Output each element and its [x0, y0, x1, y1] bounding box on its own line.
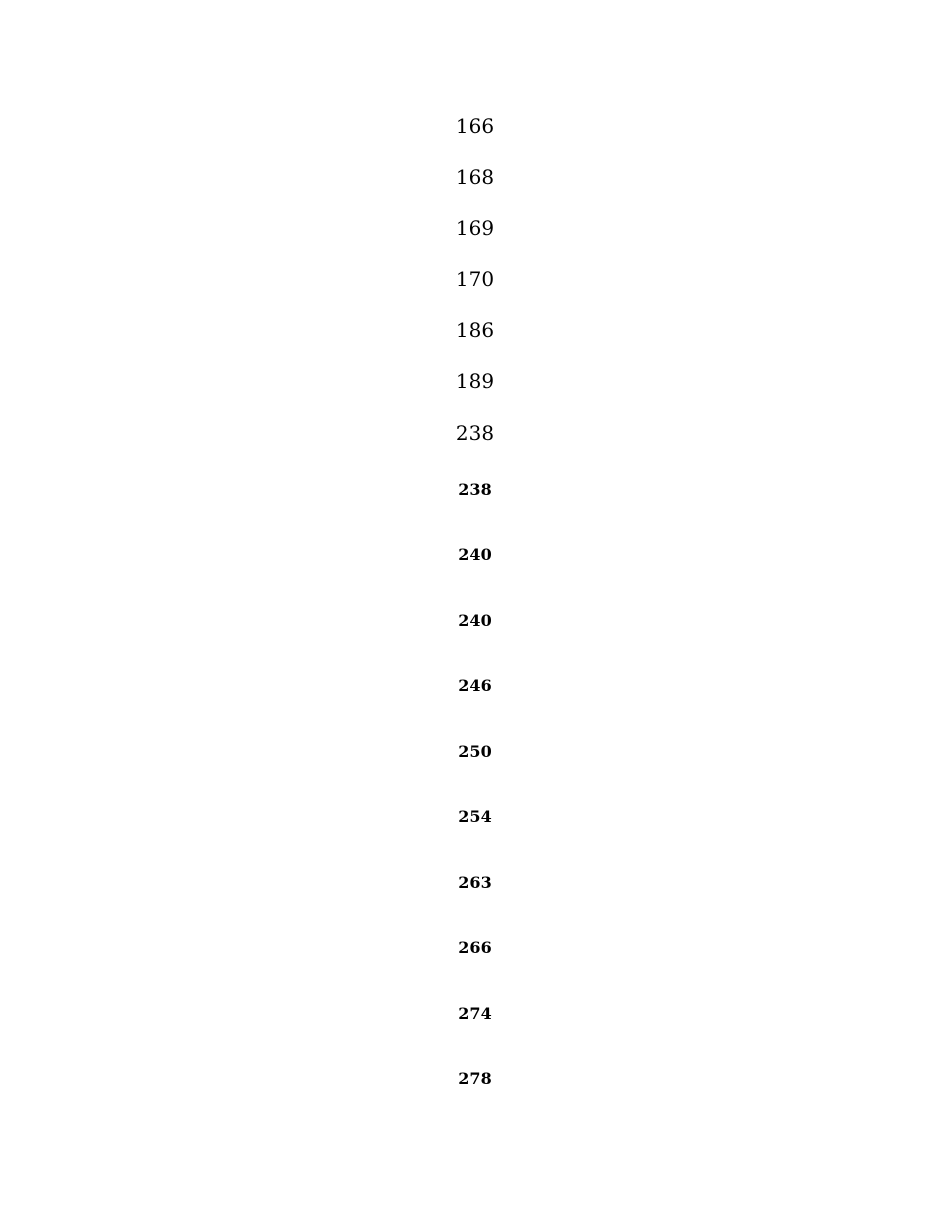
page-number: 186 — [455, 318, 495, 342]
page-number: 246 — [458, 676, 492, 695]
page-number: 168 — [455, 165, 495, 189]
page-number: 266 — [458, 938, 492, 957]
page-number: 169 — [455, 216, 495, 240]
page-number: 250 — [458, 742, 492, 761]
page-number: 238 — [458, 480, 492, 499]
page-number: 170 — [455, 267, 495, 291]
page-number: 240 — [458, 545, 492, 564]
page-number: 240 — [458, 611, 492, 630]
page-number: 263 — [458, 873, 492, 892]
page-number: 189 — [455, 369, 495, 393]
page-number: 278 — [458, 1069, 492, 1088]
page-number: 238 — [455, 421, 495, 445]
page-number: 274 — [458, 1004, 492, 1023]
page-number: 166 — [455, 114, 495, 138]
page-number: 254 — [458, 807, 492, 826]
